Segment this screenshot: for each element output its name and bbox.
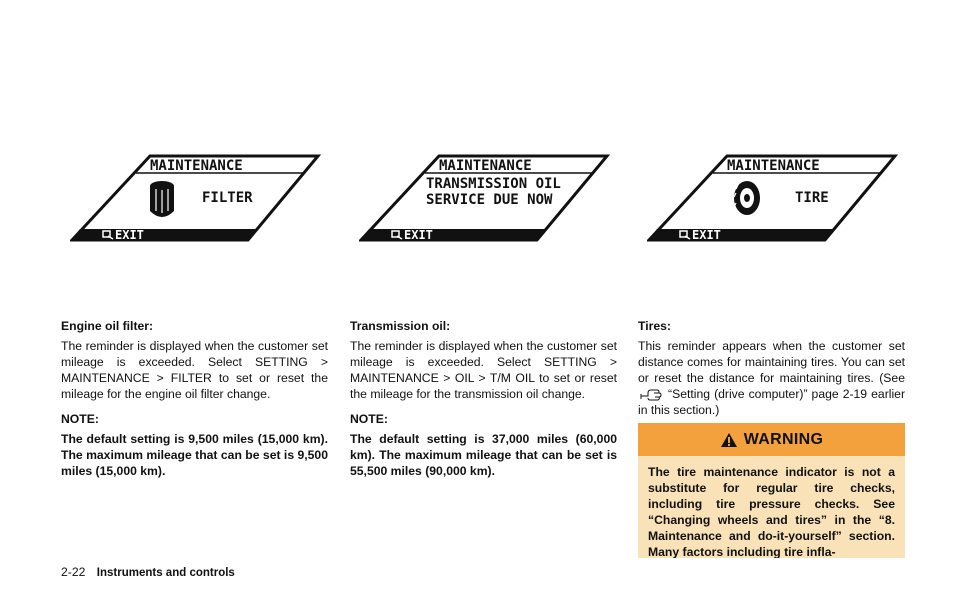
section-title: Instruments and controls (96, 567, 235, 579)
cross-reference-link[interactable]: “Setting (drive computer)” page 2-19 (668, 387, 868, 401)
display-line1: TRANSMISSION OIL (426, 176, 561, 192)
display-header: MAINTENANCE (150, 158, 243, 174)
tire-icon (734, 181, 760, 215)
section-heading: Tires: (638, 319, 671, 333)
page-footer (61, 565, 235, 579)
reference-hand-icon (640, 387, 662, 401)
display-header: MAINTENANCE (727, 158, 820, 174)
section-body (638, 338, 905, 418)
engine-oil-filter-section (61, 318, 328, 479)
display-maintenance-tire (647, 153, 905, 244)
section-body: The reminder is displayed when the customer set mileage is exceeded. Select SETTING > MAINTENANCE > OIL > T/M OIL to set or reset the mileage for the transmission oil change. (350, 339, 617, 401)
transmission-oil-section (350, 318, 617, 479)
warning-triangle-icon (720, 432, 738, 448)
display-line2: SERVICE DUE NOW (426, 192, 553, 208)
note-body: The default setting is 37,000 miles (60,000 km). The maximum mileage that can be set is 55,500 miles (90,000 km). (350, 432, 617, 478)
warning-header (638, 423, 905, 456)
tires-section (638, 318, 905, 418)
display-maintenance-transmission (359, 153, 617, 244)
warning-box (638, 423, 905, 558)
note-body: The default setting is 9,500 miles (15,000 km). The maximum mileage that can be set is 9,500 miles (15,000 km). (61, 432, 328, 478)
display-header: MAINTENANCE (439, 158, 532, 174)
display-exit: EXIT (115, 228, 144, 242)
note-heading: NOTE: (61, 412, 99, 426)
oil-filter-icon (150, 181, 174, 217)
display-maintenance-filter (70, 153, 328, 244)
display-exit: EXIT (404, 228, 433, 242)
display-line1: FILTER (202, 190, 253, 206)
display-line1: TIRE (795, 190, 829, 206)
warning-body: The tire maintenance indicator is not a substitute for regular tire checks, including tire pressure checks. See “Changing wheels and tires” in the “8. Maintenance and do-it-yourself” section. Many factors including tire infla- (648, 465, 895, 558)
display-exit: EXIT (692, 228, 721, 242)
body-text: This reminder appears when the customer set distance comes for maintaining tires. You can set or reset the distance for maintaining tires. (See (638, 339, 905, 385)
section-heading: Engine oil filter: (61, 319, 154, 333)
section-body: The reminder is displayed when the customer set mileage is exceeded. Select SETTING > MAINTENANCE > FILTER to set or reset the mileage for the engine oil filter change. (61, 339, 328, 401)
warning-title: WARNING (743, 430, 824, 448)
note-heading: NOTE: (350, 412, 388, 426)
page-number: 2-22 (61, 565, 86, 579)
section-heading: Transmission oil: (350, 319, 451, 333)
body-text: earlier in this section.) (638, 387, 906, 417)
